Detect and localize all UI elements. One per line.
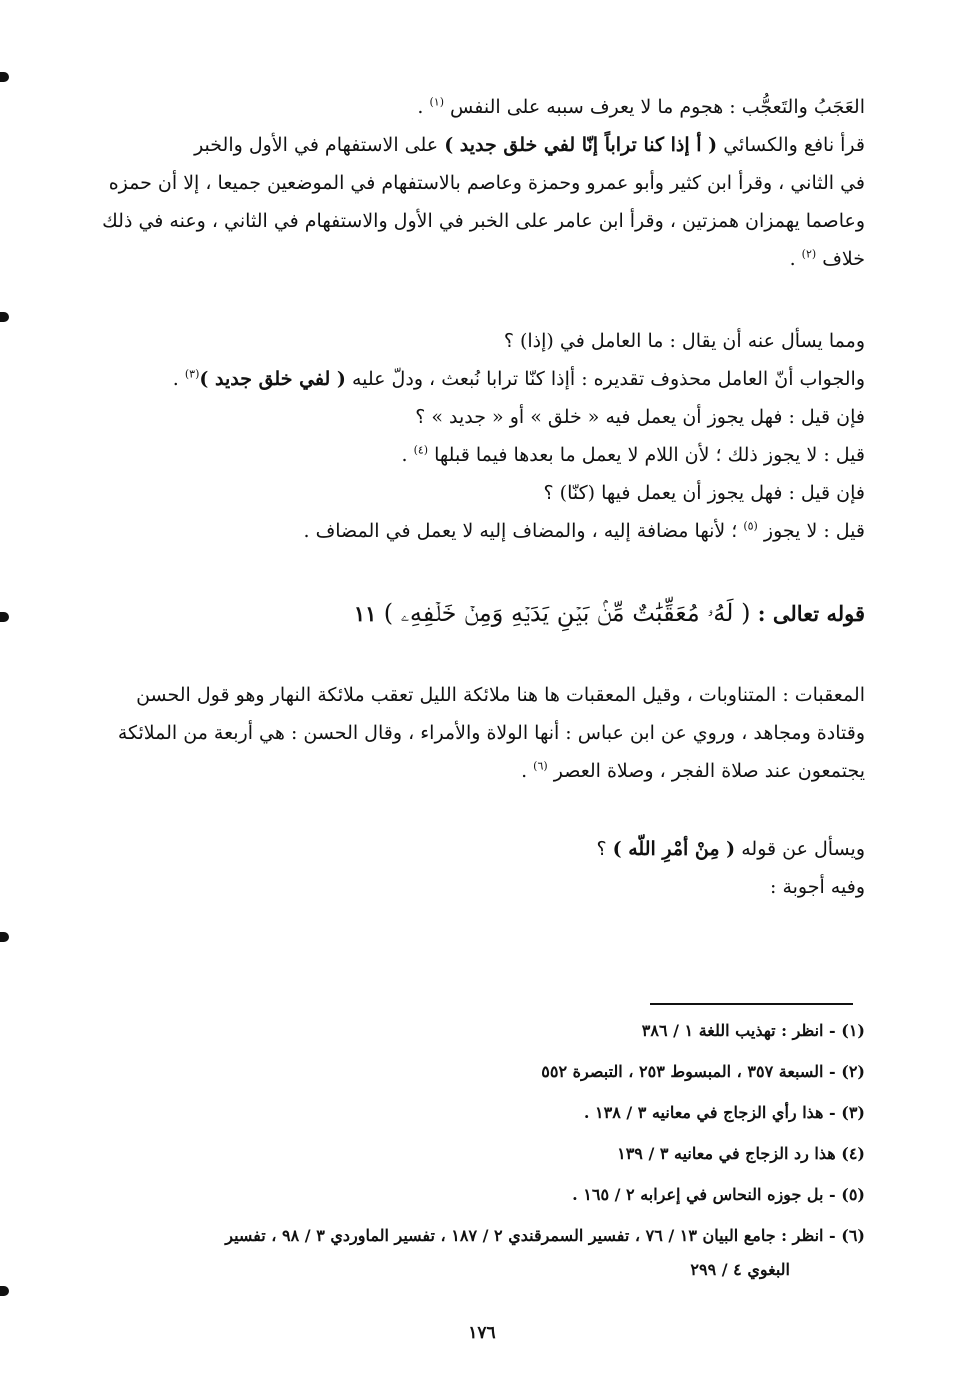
- page-number: ١٧٦: [468, 1323, 496, 1343]
- text-line: والجواب أنّ العامل محذوف تقديره : أإذا كنّا ترابا نُبعث ، ودلّ عليه ( لفي خلق جديد )$^{(٣)}$ .: [172, 367, 865, 390]
- text-line: في الثاني ، وقرأ ابن كثير وأبو عمرو وحمزة وعاصم بالاستفهام في الموضعين جميعا ، إلا أن حمزه: [108, 172, 865, 194]
- footnote-ref: (٦): [533, 759, 548, 773]
- text-line: وفيه أجوبة :: [770, 876, 865, 898]
- footnote-3: (٣) - هذا رأي الزجاج في معانيه ٣ / ١٣٨ .: [583, 1103, 865, 1122]
- text-line: قيل : لا يجوز $^{(٥)}$ ؛ لأنها مضافة إليه ، والمضاف إليه لا يعمل في المضاف .: [303, 519, 865, 542]
- quran-quote: ( لفي خلق جديد ): [199, 368, 346, 390]
- footnote-ref: (٥): [743, 519, 758, 533]
- footnote-divider: [650, 1003, 853, 1005]
- quran-quote: ( مِنْ أمْرِ اللّه ): [612, 838, 736, 860]
- footnote-ref: (٣): [184, 367, 200, 381]
- text-line: قرأ نافع والكسائي ( أ إذا كنا تراباً إنّا لفي خلق جديد ) على الاستفهام في الأول والخبر: [194, 134, 865, 156]
- footnote-6: (٦) - انظر : جامع البيان ١٣ / ٧٦ ، تفسير السمرقندي ٢ / ١٨٧ ، تفسير الماوردي ٣ / ٩٨ ، تفسير: [225, 1226, 865, 1245]
- footnote-6-continuation: البغوي ٤ / ٢٩٩: [690, 1260, 790, 1279]
- paragraph-question-amr: [85, 830, 865, 906]
- main-text: [85, 88, 865, 906]
- footnote-2: (٢) - السبعة ٣٥٧ ، المبسوط ٢٥٣ ، التبصرة ٥٥٢: [541, 1062, 865, 1081]
- footnotes: [100, 1010, 865, 1286]
- footnote-1: (١) - انظر : تهذيب اللغة ١ / ٣٨٦: [641, 1021, 865, 1040]
- text-line: فإن قيل : فهل يجوز أن يعمل فيه « خلق » أو « جديد » ؟: [415, 406, 865, 428]
- quran-quote: ( أ إذا كنا تراباً إنّا لفي خلق جديد ): [444, 134, 718, 156]
- text-line: وعاصما يهمزان همزتين ، وقرأ ابن عامر على الخبر في الأول والاستفهام في الثاني ، وعنه في ذلك: [102, 210, 865, 232]
- footnote-ref: (٤): [413, 443, 429, 457]
- text-line: قيل : لا يجوز ذلك ؛ لأن اللام لا يعمل ما بعدها فيما قبلها $^{(٤)}$ .: [401, 443, 865, 466]
- binding-mark: [0, 612, 9, 622]
- binding-mark: [0, 932, 9, 942]
- binding-mark: [0, 72, 9, 82]
- footnote-4: (٤) هذا رد الزجاج في معانيه ٣ / ١٣٩: [617, 1144, 865, 1163]
- paragraph-definition: [85, 88, 865, 278]
- text-line: ومما يسأل عنه أن يقال : ما العامل في (إذا) ؟: [503, 330, 865, 352]
- text-line: وقتادة ومجاهد ، وروي عن ابن عباس : أنها الولاة والأمراء ، وقال الحسن : هي أربعة من الملائكة: [117, 722, 865, 744]
- footnote-ref: (١): [429, 95, 444, 109]
- binding-mark: [0, 312, 9, 322]
- text-line: المعقبات : المتناوبات ، وقيل المعقبات ها هنا ملائكة الليل تعقب ملائكة النهار وهو قول الحسن: [136, 684, 865, 706]
- paragraph-question-idha: [85, 322, 865, 550]
- text-line: فإن قيل : فهل يجوز أن يعمل فيها (كنّا) ؟: [543, 482, 865, 504]
- verse-heading: قوله تعالى : ( لَهُۥ مُعَقِّبَٰتٌ مِّنۢ بَيۡنِ يَدَيۡهِ وَمِنۡ خَلۡفِهِۦ ) ١١: [353, 599, 865, 627]
- text-line: خلاف $^{(٢)}$ .: [789, 247, 865, 270]
- verse-text: ( لَهُۥ مُعَقِّبَٰتٌ مِّنۢ بَيۡنِ يَدَيۡهِ وَمِنۡ خَلۡفِهِۦ ): [383, 599, 751, 627]
- paragraph-muaqqibat: [85, 676, 865, 790]
- text-line: يجتمعون عند صلاة الفجر ، وصلاة العصر $^{(٦)}$ .: [521, 759, 865, 782]
- text-line: ويسأل عن قوله ( مِنْ أمْرِ اللّه ) ؟: [596, 838, 865, 860]
- binding-mark: [0, 1286, 9, 1296]
- text-line: العَجَبُ والتَعجُّب : هجوم ما لا يعرف سببه على النفس $^{(١)}$ .: [417, 95, 865, 118]
- verse-number: ١١: [353, 601, 377, 626]
- footnote-5: (٥) - بل جوزه النحاس في إعرابه ٢ / ١٦٥ .: [572, 1185, 865, 1204]
- footnote-ref: (٢): [801, 247, 817, 261]
